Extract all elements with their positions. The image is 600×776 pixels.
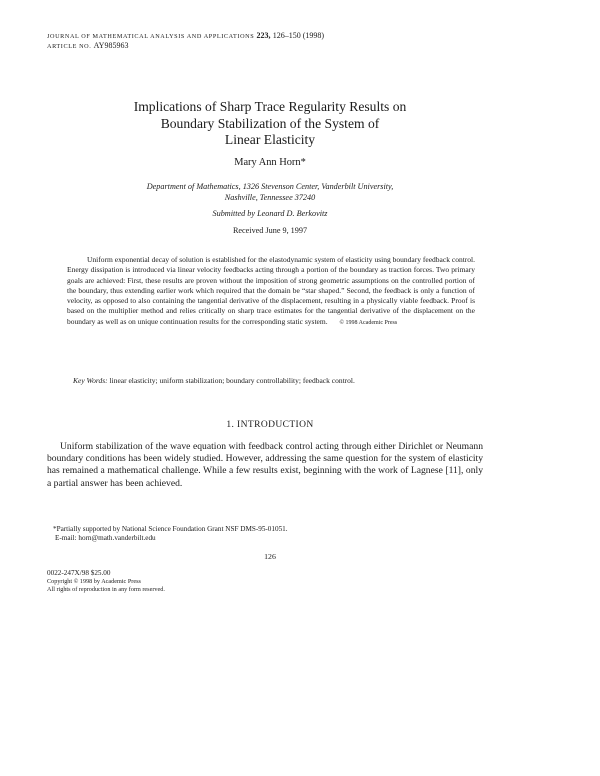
author-name: Mary Ann Horn* bbox=[234, 157, 306, 168]
footnote bbox=[53, 525, 483, 543]
journal-volume: 223, bbox=[256, 31, 271, 40]
keywords-label: Key Words: bbox=[73, 376, 108, 385]
section-heading: 1. INTRODUCTION bbox=[226, 420, 314, 430]
affiliation-line: Department of Mathematics, 1326 Stevenson Center, Vanderbilt University, bbox=[146, 182, 394, 191]
issn-price: 0022-247X/98 $25.00 bbox=[47, 569, 111, 577]
title-line: Implications of Sharp Trace Regularity Results on bbox=[133, 99, 407, 114]
article-label: ARTICLE NO. bbox=[47, 43, 92, 50]
rights-line: All rights of reproduction in any form reserved. bbox=[47, 586, 165, 594]
journal-header bbox=[47, 31, 324, 40]
title-line: Linear Elasticity bbox=[224, 132, 316, 148]
copyright-notice bbox=[47, 578, 165, 595]
affiliation-line: Nashville, Tennessee 37240 bbox=[224, 193, 316, 202]
submitted-by: Submitted by Leonard D. Berkovitz bbox=[212, 209, 328, 218]
affiliation bbox=[60, 181, 480, 203]
keywords-text: linear elasticity; uniform stabilization; boundary controllability; feedback control. bbox=[109, 376, 355, 385]
article-number-line bbox=[47, 41, 128, 50]
abstract-text: Uniform exponential decay of solution is established for the elastodynamic system of elasticity using boundary feedback control. Energy dissipation is introduced via linear velocity feedbacks acting through a portion of the boundary as traction forces. Two primary goals are achieved: First, these results are proven without the imposition of strong geometric assumptions on the controlled portion of the boundary, thus extending earlier work which required that the domain be “star shaped.” Second, the feedback is only a function of velocity, as opposed to also containing the tangential derivative of the displacement, resulting in a physically viable feedback. Proof is based on the multiplier method and relies critically on sharp trace estimates for the tangential derivative of the displacement on the boundary as well as on unique continuation results for the corresponding static system. bbox=[67, 255, 475, 326]
footnote-funding: *Partially supported by National Science Foundation Grant NSF DMS-95-01051. bbox=[53, 525, 288, 533]
footnote-email: E-mail: horn@math.vanderbilt.edu bbox=[55, 534, 156, 543]
introduction-paragraph: Uniform stabilization of the wave equation with feedback control acting through either Dirichlet or Neumann boundary conditions has been widely studied. However, addressing the same question for the system of elasticity has remained a mathematical challenge. While a few results exist, beginning with the work of Lagnese [11], only a partial answer has been achieved. bbox=[47, 441, 483, 489]
abstract bbox=[67, 255, 475, 328]
title-line: Boundary Stabilization of the System of bbox=[160, 115, 380, 131]
article-id: AY985963 bbox=[93, 41, 129, 50]
paper-title bbox=[60, 99, 480, 149]
page-number: 126 bbox=[264, 552, 276, 561]
keywords bbox=[67, 376, 475, 386]
journal-name: JOURNAL OF MATHEMATICAL ANALYSIS AND APPLICATIONS bbox=[47, 33, 255, 40]
received-date: Received June 9, 1997 bbox=[232, 226, 308, 235]
journal-pages-year: 126–150 (1998) bbox=[272, 31, 325, 40]
abstract-copyright: © 1998 Academic Press bbox=[339, 319, 398, 326]
copyright-line: Copyright © 1998 by Academic Press bbox=[47, 578, 141, 585]
